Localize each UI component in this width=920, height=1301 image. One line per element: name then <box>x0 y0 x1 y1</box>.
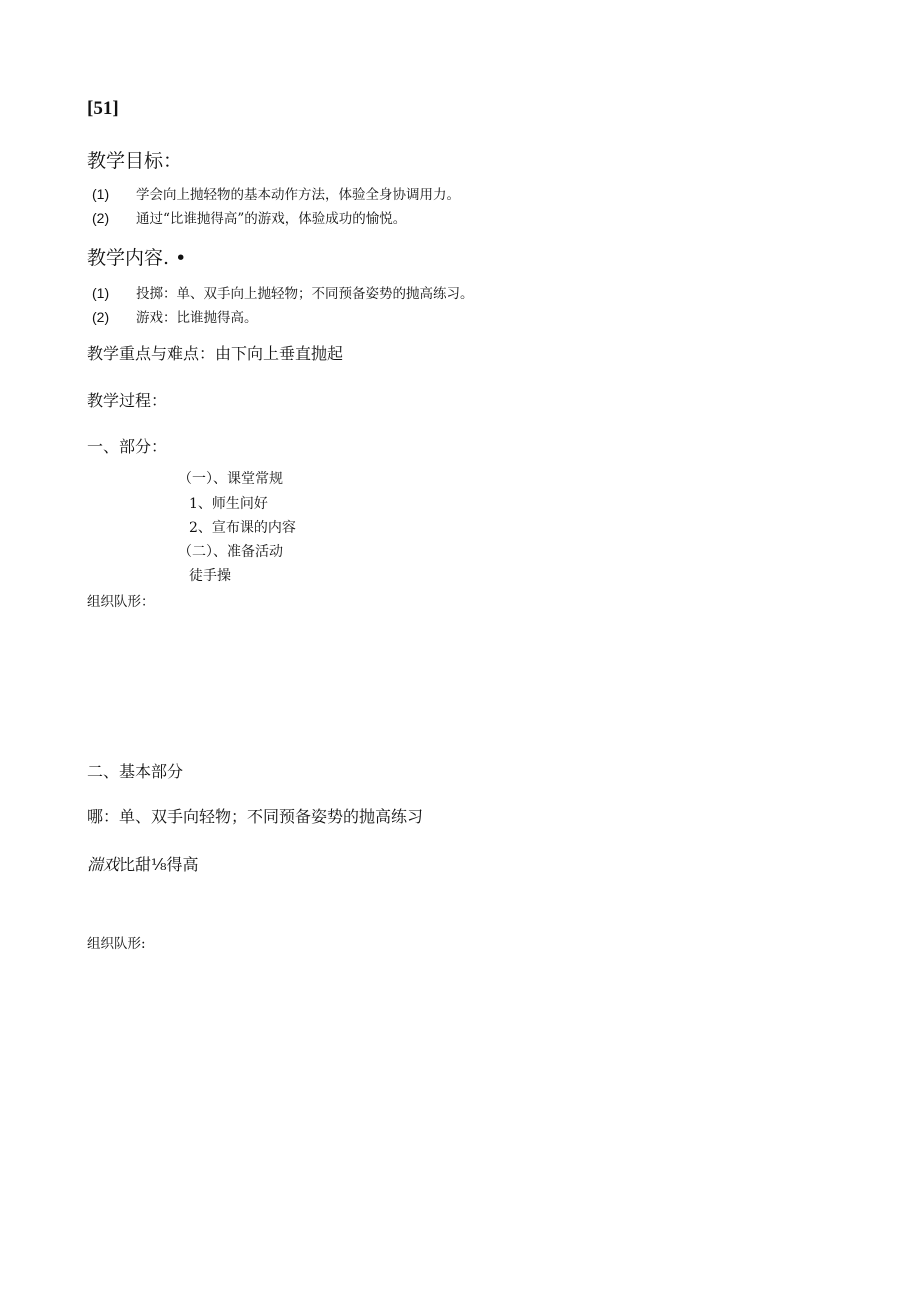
part1-formation: 组织队形： <box>87 594 155 610</box>
part2-line-game <box>87 852 199 875</box>
content-title: 教学内容. • <box>87 247 187 269</box>
content-item-2-number: (2) <box>92 309 110 325</box>
part1-line-announce: 2、宣布课的内容 <box>189 520 296 536</box>
part2-line-throwing: 哪：单、双手向轻物；不同预备姿势的抛高练习 <box>87 807 424 826</box>
document-id: [51] <box>87 98 119 119</box>
part2-line-game-prefix: 湍戏 <box>87 855 120 874</box>
part2-formation: 组织队形: <box>87 936 146 952</box>
part1-line-exercise: 徒手操 <box>189 568 231 584</box>
objective-item-2-number: (2) <box>92 210 110 226</box>
part2-title: 二、基本部分 <box>87 762 184 781</box>
objective-item-1 <box>92 183 460 203</box>
objectives-title: 教学目标： <box>87 150 183 172</box>
objective-item-2-text: 通过“比谁抛得高”的游戏，体验成功的愉悦。 <box>136 211 407 227</box>
content-item-2-text: 游戏：比谁抛得高。 <box>136 310 258 326</box>
content-item-1-number: (1) <box>92 285 110 301</box>
part1-line-warmup: （二）、准备活动 <box>178 544 283 560</box>
objective-item-1-text: 学会向上抛轻物的基本动作方法，体验全身协调用力。 <box>136 187 460 203</box>
objective-item-1-number: (1) <box>92 186 110 202</box>
content-item-1 <box>92 282 474 302</box>
part1-title: 一、部分： <box>87 437 168 456</box>
process-title: 教学过程： <box>87 391 168 410</box>
objective-item-2 <box>92 207 406 227</box>
part2-line-game-text: 比甜⅛得高 <box>119 855 199 874</box>
key-points: 教学重点与难点：由下向上垂直抛起 <box>87 344 344 363</box>
content-item-2 <box>92 306 258 326</box>
content-item-1-text: 投掷：单、双手向上抛轻物；不同预备姿势的抛高练习。 <box>136 286 474 302</box>
part1-line-routine: （一）、课堂常规 <box>178 471 283 487</box>
part1-line-greeting: 1、师生问好 <box>189 496 268 512</box>
